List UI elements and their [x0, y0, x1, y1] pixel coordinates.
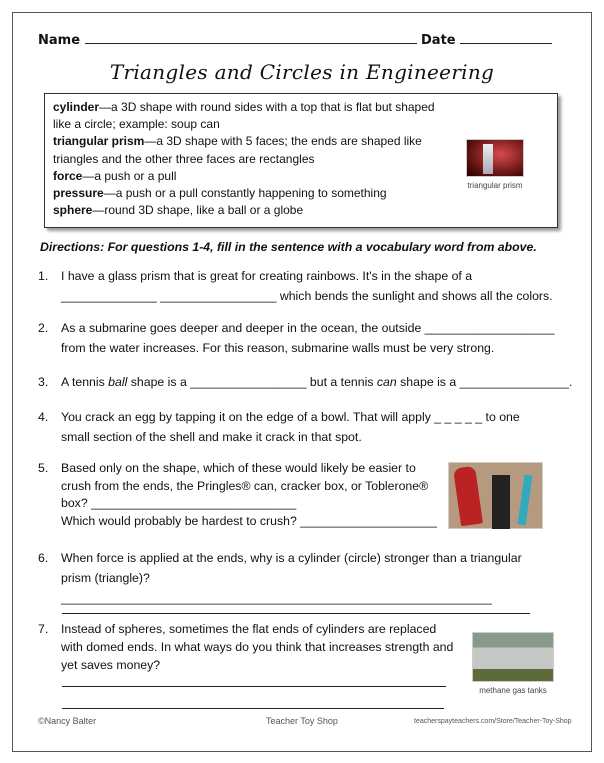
- question-7: 7. Instead of spheres, sometimes the flat ends of cylinders are replaced with domed ends. In what ways do you think that increases strength and yet saves money?: [38, 622, 454, 672]
- footer-store-url[interactable]: teacherspayteachers.com/Store/Teacher-Toy-Shop: [414, 718, 572, 725]
- date-field[interactable]: [421, 32, 552, 48]
- question-4: 4. You crack an egg by tapping it on the edge of a bowl. That will apply _ _ _ _ _ to one small section of the shell and make it crack in that spot.: [38, 410, 520, 444]
- vocab-force: force—a push or a pull: [53, 168, 177, 183]
- methane-tanks-image: [472, 632, 554, 682]
- page-title: Triangles and Circles in Engineering: [109, 60, 495, 84]
- question-1: 1. I have a glass prism that is great for creating rainbows. It's in the shape of a ______________ _________________ which bends the sunlight and shows all the colors.: [38, 269, 553, 303]
- tanks-caption: methane gas tanks: [479, 686, 547, 695]
- snack-boxes-image: [448, 462, 543, 529]
- footer-copyright: ©Nancy Balter: [38, 716, 97, 726]
- footer-shop-name: Teacher Toy Shop: [266, 716, 338, 726]
- question-5: 5. Based only on the shape, which of these would likely be easier to crush from the ends, the Pringles® can, cracker box, or Toblerone® box? ______________________________ Which would probably be hardest to crush? ____________________: [38, 461, 438, 528]
- question-3: 3. A tennis ball shape is a _________________ but a tennis can shape is a ________________.: [38, 375, 573, 389]
- question-6: 6. When force is applied at the ends, why is a cylinder (circle) stronger than a triangular prism (triangle)? _______________________________________________________________: [38, 551, 522, 605]
- vocab-pressure: pressure—a push or a pull constantly happening to something: [53, 186, 387, 201]
- name-label: Name: [38, 33, 81, 48]
- answer-line-7b[interactable]: [62, 708, 444, 709]
- question-2: 2. As a submarine goes deeper and deeper in the ocean, the outside ___________________ from the water increases. For this reason, submarine walls must be very strong.: [38, 321, 555, 355]
- vocab-sphere: sphere—round 3D shape, like a ball or a globe: [53, 203, 304, 218]
- vocab-cylinder: cylinder—a 3D shape with round sides with a top that is flat but shaped like a circle; example: soup can: [53, 100, 435, 132]
- answer-line-6[interactable]: [62, 613, 530, 614]
- directions: Directions: For questions 1-4, fill in the sentence with a vocabulary word from above.: [40, 240, 537, 254]
- prism-caption: triangular prism: [467, 181, 523, 190]
- answer-line-7a[interactable]: [62, 686, 446, 687]
- date-label: Date: [421, 33, 456, 48]
- triangular-prism-image: [466, 139, 524, 177]
- name-field[interactable]: [38, 32, 417, 48]
- vocab-triangular-prism: triangular prism—a 3D shape with 5 faces; the ends are shaped like triangles and the other three faces are rectangles: [53, 134, 422, 166]
